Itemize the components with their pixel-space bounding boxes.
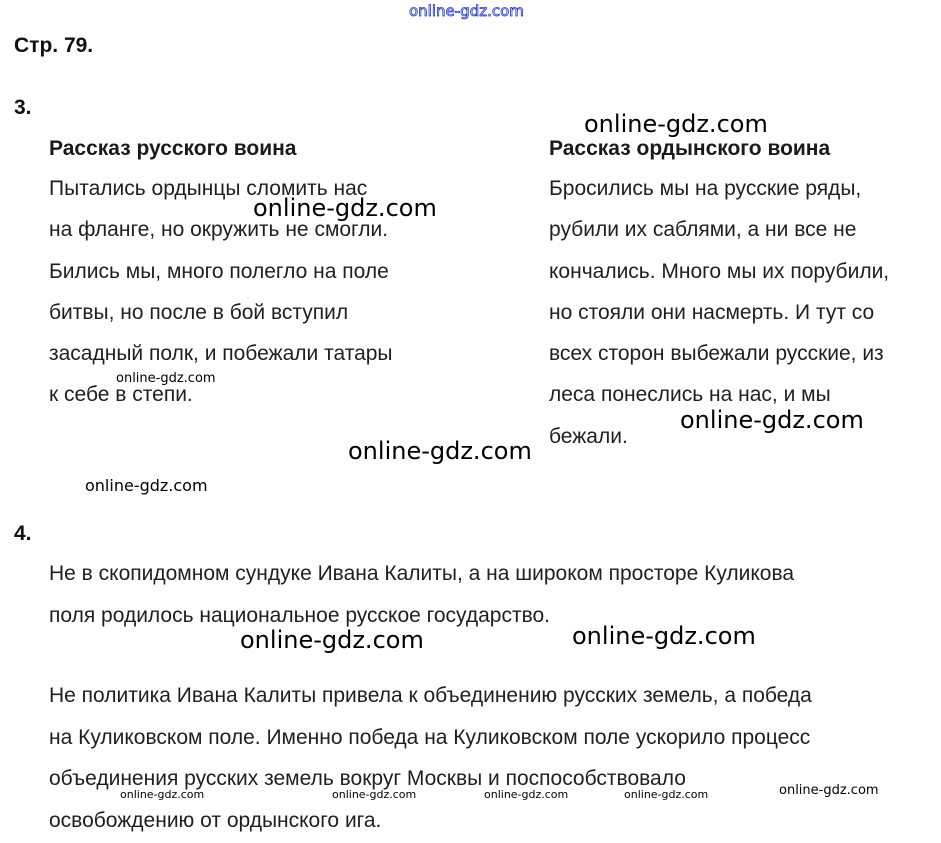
text-line: освобождению от ордынского ига. <box>49 808 382 832</box>
watermark: online-gdz.com <box>116 371 216 386</box>
watermark: online-gdz.com <box>680 406 864 434</box>
text-line: на Куликовском поле. Именно победа на Куликовском поле ускорило процесс <box>49 725 811 749</box>
text-line: засадный полк, и побежали татары <box>49 342 393 366</box>
watermark: online-gdz.com <box>332 788 417 801</box>
right-column-title: Рассказ ордынского воина <box>549 137 831 160</box>
text-line: кончались. Много мы их порубили, <box>549 259 890 283</box>
text-line: Бросились мы на русские ряды, <box>549 177 862 200</box>
text-line: Пытались ордынцы сломить нас <box>49 177 368 200</box>
text-line: леса понеслись на нас, и мы <box>549 383 831 407</box>
text-line: бежали. <box>549 424 628 448</box>
text-line: на фланге, но окружить не смогли. <box>49 218 389 242</box>
text-line: поля родилось национальное русское государство. <box>49 603 551 627</box>
watermark: online-gdz.com <box>572 622 756 650</box>
watermark: online-gdz.com <box>409 2 524 20</box>
task-4-paragraph-2 <box>49 675 812 841</box>
text-line: объединения русских земель вокруг Москвы и поспособствовало <box>49 767 686 790</box>
watermark: online-gdz.com <box>348 437 532 465</box>
watermark: online-gdz.com <box>779 783 879 798</box>
text-line: битвы, но после в бой вступил <box>49 300 349 324</box>
task-3-number: 3. <box>14 96 32 119</box>
watermark: online-gdz.com <box>85 476 208 495</box>
left-column-title: Рассказ русского воина <box>49 137 297 160</box>
text-line: к себе в степи. <box>49 383 193 407</box>
watermark: online-gdz.com <box>624 788 709 801</box>
text-line: рубили их саблями, а ни все не <box>549 218 857 242</box>
watermark: online-gdz.com <box>484 788 569 801</box>
text-line: Не в скопидомном сундуке Ивана Калиты, а на широком просторе Куликова <box>49 562 795 585</box>
watermark: online-gdz.com <box>240 626 424 654</box>
text-line: всех сторон выбежали русские, из <box>549 342 884 366</box>
watermark: online-gdz.com <box>584 110 768 138</box>
text-line: но стояли они насмерть. И тут со <box>549 300 875 324</box>
watermark: online-gdz.com <box>120 788 205 801</box>
text-line: Не политика Ивана Калиты привела к объединению русских земель, а победа <box>49 684 812 707</box>
watermark: online-gdz.com <box>253 194 437 222</box>
page-title: Стр. 79. <box>14 34 94 57</box>
text-line: Бились мы, много полегло на поле <box>49 259 389 283</box>
task-4-number: 4. <box>14 522 32 545</box>
